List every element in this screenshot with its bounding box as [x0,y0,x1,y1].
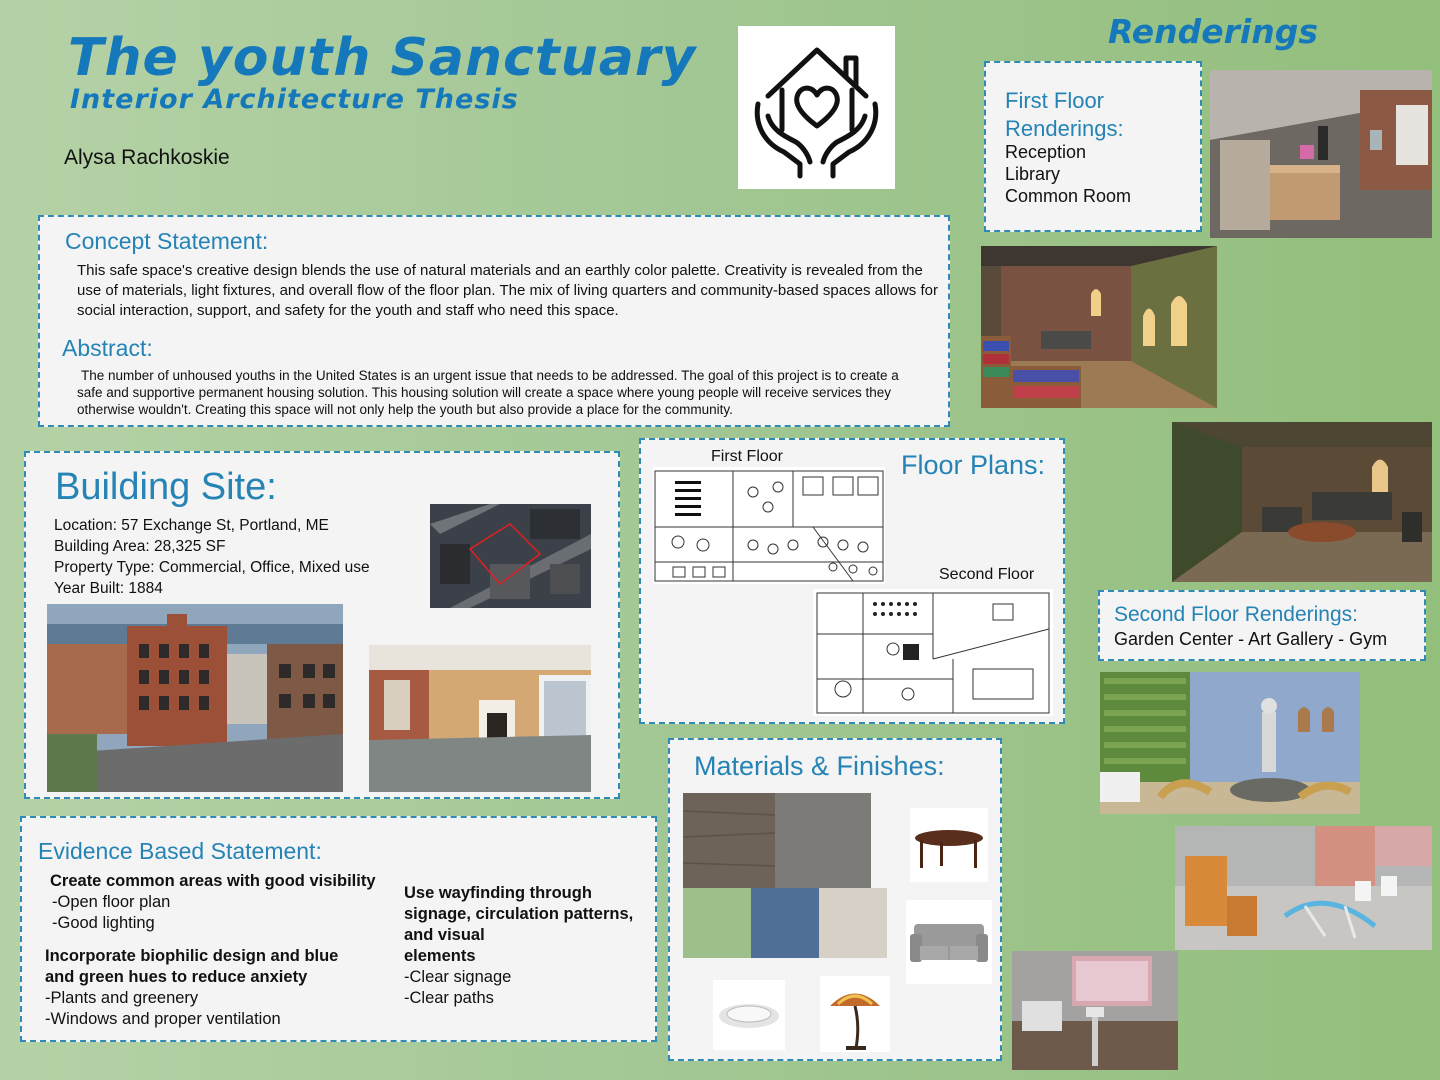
poster-subtitle: Interior Architecture Thesis [70,84,519,115]
sofa-furniture-image [906,900,992,984]
second-floor-renderings-items: Garden Center - Art Gallery - Gym [1114,629,1388,649]
concept-abstract-panel [38,215,950,427]
library-rendering-image [981,246,1217,408]
author-name: Alysa Rachkoskie [64,146,230,169]
carpet-swatch [775,793,871,888]
evidence-group3-title-line3: and visual [404,926,485,944]
first-floor-label: First Floor [711,448,783,465]
site-property-type: Property Type: Commercial, Office, Mixed use [54,559,370,576]
second-floor-plan-image [813,589,1053,716]
gym-rendering-image [1012,951,1178,1070]
green-paint-swatch [683,888,751,958]
poster-title: The youth Sanctuary [68,28,697,88]
logo [738,26,895,189]
evidence-heading: Evidence Based Statement: [38,838,322,864]
evidence-group3-item2: -Clear paths [404,989,494,1007]
materials-heading: Materials & Finishes: [694,751,945,781]
renderings-title: Renderings [1108,12,1318,51]
site-location: Location: 57 Exchange St, Portland, ME [54,517,329,534]
first-floor-plan-image [653,467,885,584]
second-floor-renderings-panel [1098,590,1426,661]
evidence-group1-title: Create common areas with good visibility [50,872,376,890]
abstract-heading: Abstract: [62,335,153,361]
building-exterior-image [47,604,343,792]
first-floor-renderings-heading-line2: Renderings: [1005,116,1124,141]
beige-paint-swatch [819,888,887,958]
evidence-group1-item1: -Open floor plan [52,893,171,911]
evidence-group2-title-line1: Incorporate biophilic design and blue [45,947,339,965]
aerial-site-image [430,504,591,608]
reception-rendering-image [1210,70,1432,238]
second-floor-label: Second Floor [939,566,1035,583]
house-heart-hands-icon [738,26,895,189]
materials-panel [668,738,1002,1061]
building-site-heading: Building Site: [55,466,277,508]
rendering-item-reception: Reception [1005,142,1087,162]
first-floor-renderings-heading-line1: First Floor [1005,88,1104,113]
garden-center-rendering-image [1100,672,1360,814]
wood-swatch [683,793,775,888]
common-room-rendering-image [1172,422,1432,582]
floor-plans-heading: Floor Plans: [901,450,1046,480]
site-year-built: Year Built: 1884 [54,580,163,597]
concept-statement-heading: Concept Statement: [65,228,269,254]
evidence-group2-item2: -Windows and proper ventilation [45,1010,281,1028]
second-floor-renderings-heading: Second Floor Renderings: [1114,603,1358,626]
floor-plans-panel [639,438,1065,724]
table-furniture-image [910,808,988,882]
art-gallery-rendering-image [1175,826,1432,950]
evidence-group2-title-line2: and green hues to reduce anxiety [45,968,308,986]
evidence-group2-item1: -Plants and greenery [45,989,199,1007]
evidence-group3-title-line2: signage, circulation patterns, [404,905,634,923]
building-interior-image [369,645,591,792]
evidence-group3-title-line4: elements [404,947,476,965]
rendering-item-library: Library [1005,164,1061,184]
rendering-item-common-room: Common Room [1005,186,1132,206]
evidence-group3-title-line1: Use wayfinding through [404,884,592,902]
evidence-group3-item1: -Clear signage [404,968,512,986]
floor-lamp-image [820,976,890,1052]
site-building-area: Building Area: 28,325 SF [54,538,226,555]
first-floor-renderings-panel [984,61,1202,232]
evidence-group1-item2: -Good lighting [52,914,155,932]
recessed-light-image [713,980,785,1050]
blue-paint-swatch [751,888,819,958]
abstract-text: The number of unhoused youths in the United States is an urgent issue that needs to be addressed. The goal of this project is to create a safe and supportive permanent housing solution. This housing solution will create a space where young people will receive services they otherwise wouldn't. Creating this space will not only help the youth but also provide a place for the community. [77,368,899,417]
evidence-panel [20,816,657,1042]
concept-statement-text: This safe space's creative design blends the use of natural materials and an earthly color palette. Creativity is revealed from the use of materials, light fixtures, and overall flow of the floor plan. The mix of living quarters and community-based spaces allows for social interaction, support, and safety for the youth and staff who need this space. [77,262,938,319]
building-site-panel [24,451,620,799]
